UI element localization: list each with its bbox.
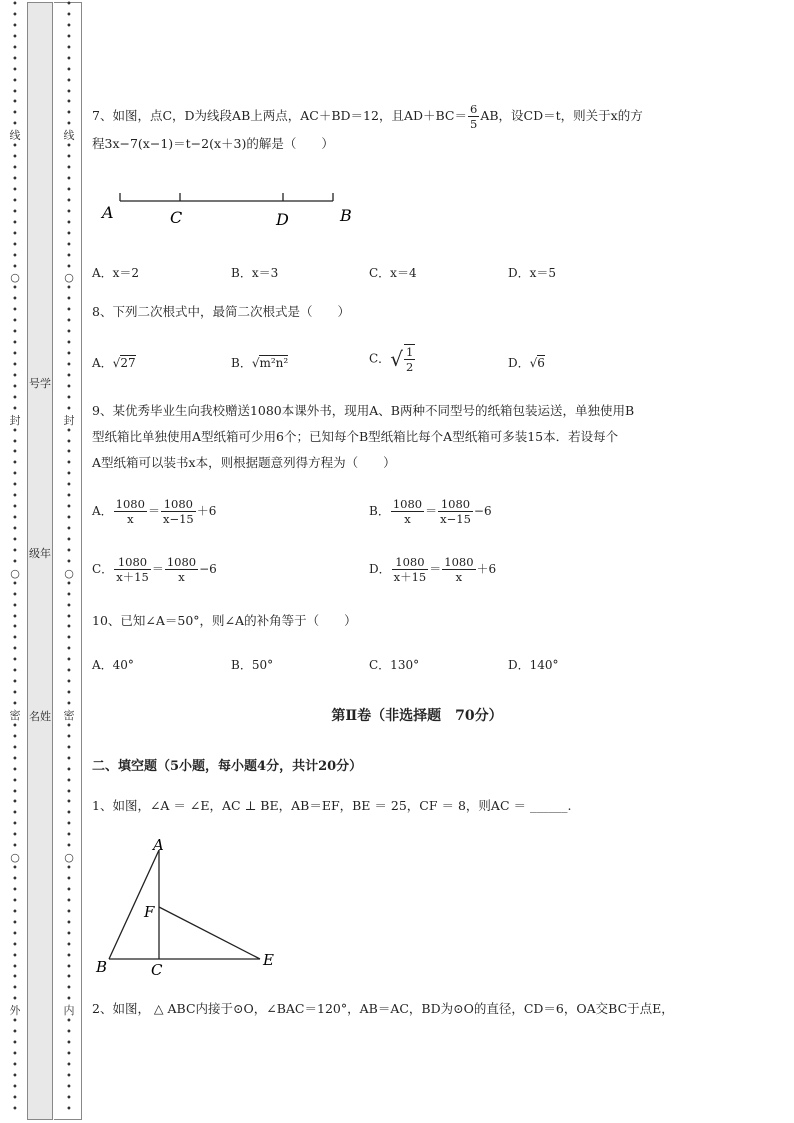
q8-option-a: A．√27 (92, 356, 136, 370)
point-label-a: A (153, 836, 164, 854)
binding-marker: ○ (64, 851, 74, 865)
section-2-title: 二、填空题（5小题，每小题4分，共计20分） (92, 759, 363, 774)
binding-margin (0, 0, 88, 1123)
binding-marker: 外 (9, 1004, 21, 1018)
binding-marker: ○ (64, 271, 74, 285)
q9-line1: 9、某优秀毕业生向我校赠送1080本课外书，现用A、B两种不同型号的纸箱包装运送，单独使用B (92, 403, 635, 418)
fill-question-1: 1、如图，∠A ＝ ∠E，AC ⊥ BE，AB＝EF，BE ＝ 25，CF ＝ 8，则AC ＝ ______. (92, 798, 572, 813)
q10-option-a: A．40° (92, 658, 134, 672)
point-label-c: C (151, 961, 163, 979)
q7-option-b: B．x＝3 (231, 266, 279, 280)
q7-option-a: A．x＝2 (92, 266, 140, 280)
q7-option-d: D．x＝5 (508, 266, 557, 280)
q9-option-c: C． $\frac{1080}{x+15}$ ＝ $\frac{1080}{x}$ −6 (92, 555, 217, 584)
question-8: 8、下列二次根式中，最简二次根式是（ ） (92, 304, 350, 319)
point-label-a: A (102, 203, 114, 222)
q7-line2: 程3x−7(x−1)＝t−2(x＋3)的解是（ ） (92, 136, 334, 151)
q7-option-c: C．x＝4 (369, 266, 417, 280)
q10-option-b: B．50° (231, 658, 274, 672)
binding-marker: ○ (10, 271, 20, 285)
point-label-c: C (170, 208, 183, 227)
q7-line1: 7、如图，点C，D为线段AB上两点，AC＋BD＝12，且AD＋BC＝ $\frac{6}{5}$ AB，设CD＝t，则关于x的方 (92, 102, 643, 131)
name-label: 名姓 (29, 710, 51, 723)
q10-option-c: C．130° (369, 658, 420, 672)
question-10: 10、已知∠A＝50°，则∠A的补角等于（ ） (92, 613, 357, 628)
q9-option-a: A． $\frac{1080}{x}$ ＝ $\frac{1080}{x-15}$ ＋6 (92, 497, 217, 526)
binding-marker: 封 (63, 413, 75, 427)
binding-marker: 密 (63, 708, 75, 722)
binding-marker: ○ (64, 566, 74, 580)
q9-line3: A型纸箱可以装书x本，则根据题意列得方程为（ ） (92, 455, 396, 470)
point-label-b: B (96, 958, 108, 976)
q7-fraction: $\frac{6}{5}$ (470, 102, 478, 131)
binding-marker: 线 (9, 129, 21, 143)
fill-question-2: 2、如图， △ ABC内接于⊙O，∠BAC＝120°，AB＝AC，BD为⊙O的直径，CD＝6，OA交BC于点E， (92, 1001, 674, 1016)
point-label-d: D (276, 210, 289, 229)
q9-line2: 型纸箱比单独使用A型纸箱可少用6个；已知每个B型纸箱比每个A型纸箱可多装15本．若设每个 (92, 429, 619, 444)
question-7 (92, 102, 742, 157)
point-label-b: B (340, 206, 352, 225)
part-2-heading: 第Ⅱ卷（非选择题 70分） (331, 708, 503, 724)
question-9 (92, 398, 742, 476)
right-dotted-line: • • • • • • • • • • • • 线 • • • • • • • • • • • • ○ • • • • • • • • • • • • 封 • • • • • • • • • • • • • ○ • • • • • • • • • • • • 密 • • • • • • • • • • • • ○ • • • • • • • • • • • • • 内 • • • • • • • • • (63, 0, 75, 1115)
binding-marker: 封 (9, 413, 21, 427)
q10-option-d: D．140° (508, 658, 559, 672)
student-number-label: 号学 (29, 377, 51, 390)
grade-label: 级年 (29, 547, 51, 560)
point-label-f: F (144, 903, 155, 921)
point-label-e: E (263, 951, 274, 969)
binding-marker: 密 (9, 708, 21, 722)
fill1-triangle-figure (92, 835, 292, 980)
binding-marker: 内 (63, 1004, 75, 1018)
q8-option-c: C．√ $\frac{1}{2}$ (369, 345, 414, 374)
binding-marker: 线 (63, 129, 75, 143)
binding-marker: ○ (10, 851, 20, 865)
left-dotted-line: • • • • • • • • • • • • 线 • • • • • • • • • • • • ○ • • • • • • • • • • • • 封 • • • • • • • • • • • • • ○ • • • • • • • • • • • • 密 • • • • • • • • • • • • ○ • • • • • • • • • • • • • 外 • • • • • • • • • (9, 0, 21, 1115)
binding-marker: ○ (10, 566, 20, 580)
q9-option-d: D． $\frac{1080}{x+15}$ ＝ $\frac{1080}{x}$ ＋6 (369, 555, 497, 584)
q8-option-b: B．√m²n² (231, 356, 289, 370)
q8-option-d: D．√6 (508, 356, 545, 370)
q7-segment-figure (100, 185, 370, 235)
q9-option-b: B． $\frac{1080}{x}$ ＝ $\frac{1080}{x-15}$ −6 (369, 497, 492, 526)
